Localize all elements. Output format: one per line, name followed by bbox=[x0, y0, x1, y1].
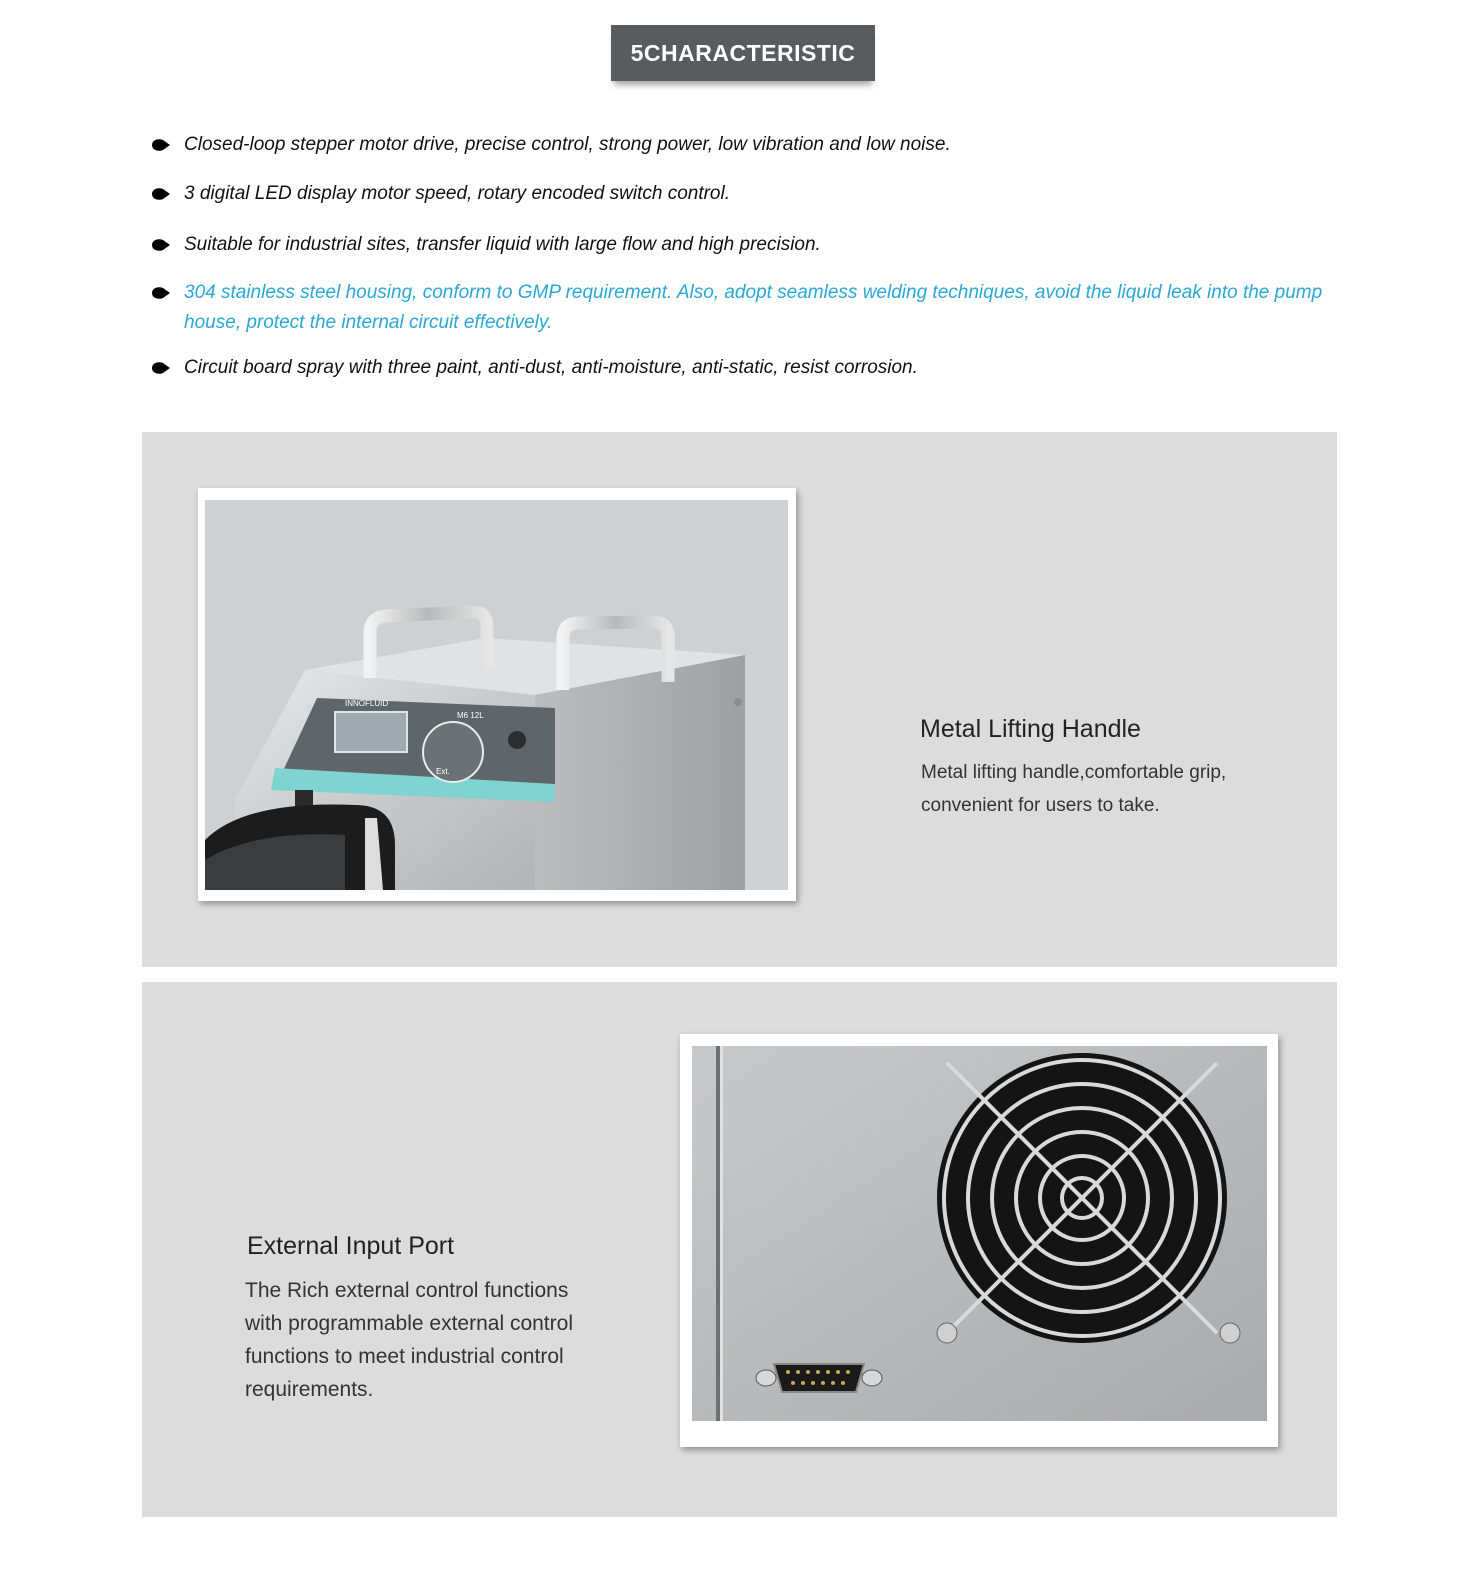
description-line: convenient for users to take. bbox=[921, 795, 1160, 816]
description-line: The Rich external control functions bbox=[245, 1279, 569, 1302]
feature-item bbox=[150, 179, 730, 209]
feature-item bbox=[150, 353, 918, 383]
model-label: M6 12L bbox=[457, 711, 484, 720]
feature-text: Closed-loop stepper motor drive, precise control, strong power, low vibration and low noise. bbox=[184, 134, 951, 155]
feature-text: 304 stainless steel housing, conform to GMP requirement. Also, adopt seamless welding techniques, avoid the liquid leak into the pump house, protect the internal circuit effectively. bbox=[184, 282, 1323, 333]
description-line: requirements. bbox=[245, 1378, 374, 1401]
feature-text: Circuit board spray with three paint, anti-dust, anti-moisture, anti-static, resist corrosion. bbox=[184, 357, 918, 378]
photo-frame bbox=[198, 488, 796, 901]
panel-title: External Input Port bbox=[247, 1232, 455, 1260]
panel-lifting-handle bbox=[142, 432, 1337, 967]
bullet-icon bbox=[150, 286, 170, 300]
description-line: with programmable external control bbox=[245, 1312, 573, 1335]
feature-item bbox=[150, 230, 821, 260]
feature-item bbox=[150, 130, 951, 160]
description-line: functions to meet industrial control bbox=[245, 1345, 564, 1368]
panel-title: Metal Lifting Handle bbox=[920, 715, 1141, 743]
ext-button-label: Ext. bbox=[436, 767, 450, 776]
feature-text: Suitable for industrial sites, transfer liquid with large flow and high precision. bbox=[184, 234, 821, 255]
pump-illustration bbox=[205, 500, 788, 890]
bullet-icon bbox=[150, 238, 170, 252]
panel-description bbox=[245, 1274, 573, 1406]
panel-external-input-port bbox=[142, 982, 1337, 1517]
bullet-icon bbox=[150, 361, 170, 375]
pump-handle-photo bbox=[205, 500, 788, 890]
brand-label: INNOFLUID bbox=[345, 699, 389, 708]
section-title: 5CHARACTERISTIC bbox=[630, 39, 856, 66]
feature-text: 3 digital LED display motor speed, rotary encoded switch control. bbox=[184, 183, 730, 204]
panel-description bbox=[921, 756, 1226, 822]
control-panel bbox=[271, 698, 555, 802]
bullet-icon bbox=[150, 138, 170, 152]
port-fan-photo bbox=[692, 1046, 1267, 1421]
section-title-banner bbox=[611, 25, 875, 81]
bullet-icon bbox=[150, 187, 170, 201]
feature-item-highlight bbox=[150, 278, 1330, 338]
photo-frame bbox=[680, 1034, 1278, 1447]
description-line: Metal lifting handle,comfortable grip, bbox=[921, 762, 1227, 783]
port-fan-illustration bbox=[692, 1046, 1267, 1421]
